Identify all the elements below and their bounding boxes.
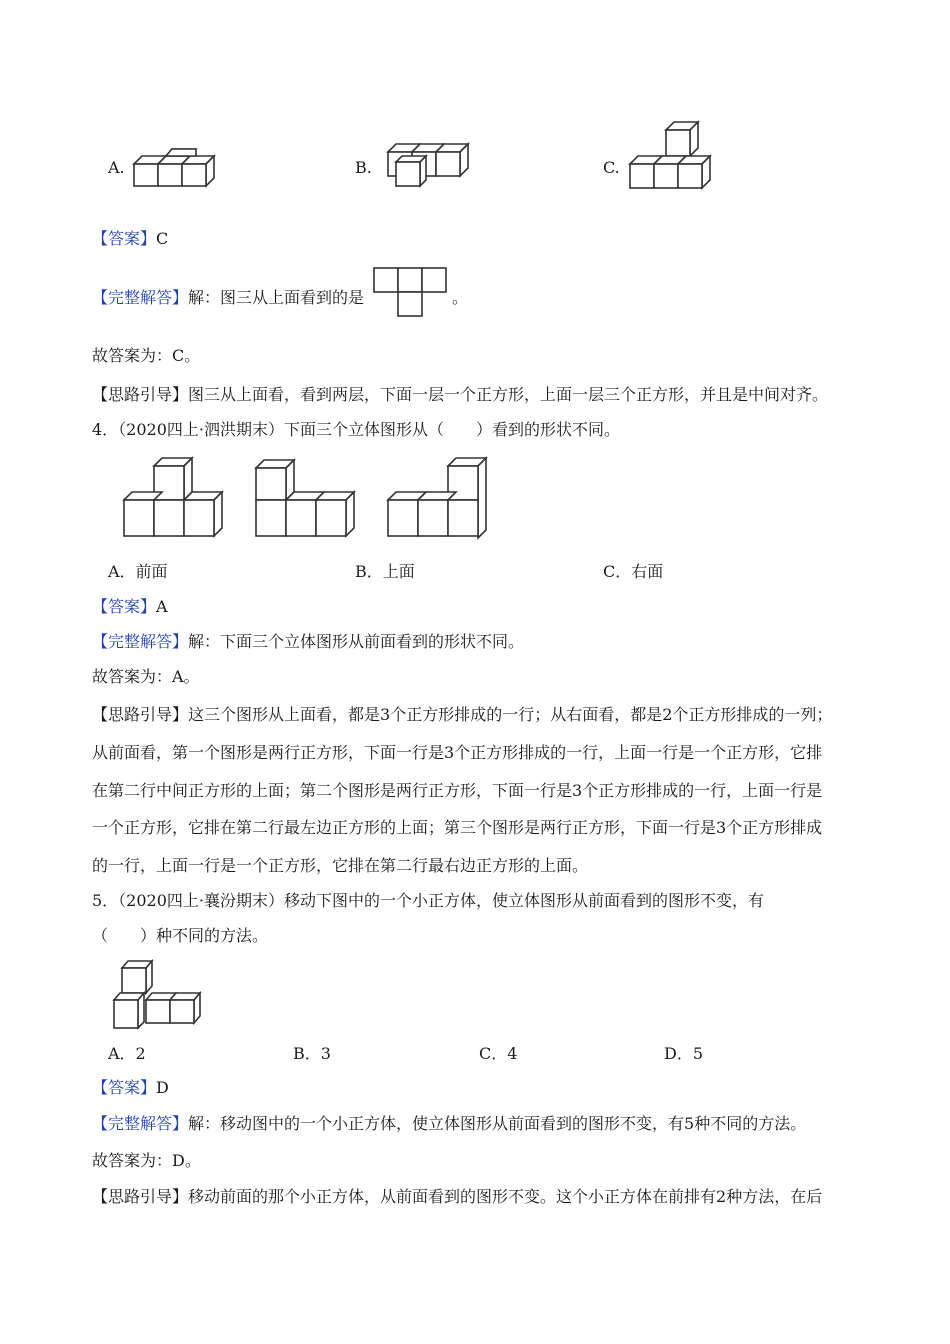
q3-solution-line xyxy=(92,288,364,308)
q3-option-a-label: A. xyxy=(108,158,125,177)
q4-figure-2 xyxy=(256,460,354,536)
q4-hint-line-1 xyxy=(92,705,832,725)
answer-value: A xyxy=(156,597,168,616)
q3-option-b-label: B. xyxy=(355,158,372,177)
solution-text: 解：下面三个立体图形从前面看到的形状不同。 xyxy=(188,632,525,651)
q4-answer-line xyxy=(92,597,168,617)
q4-figure-1 xyxy=(124,458,222,536)
solution-tag: 【完整解答】 xyxy=(92,632,189,651)
hint-text: 图三从上面看，看到两层，下面一层一个正方形，上面一层三个正方形，并且是中间对齐。 xyxy=(188,385,829,404)
hint-tag: 【思路引导】 xyxy=(92,1187,189,1206)
q3-hint-line xyxy=(92,385,828,405)
q4-figure-3 xyxy=(388,458,486,538)
q5-hint-line xyxy=(92,1187,822,1207)
q5-option-b: B．3 xyxy=(293,1044,331,1063)
q3-answer-line xyxy=(92,229,168,249)
q5-answer-line xyxy=(92,1078,169,1098)
q4-hint-line-4: 一个正方形，它排在第二行最左边正方形的上面；第三个图形是两行正方形，下面一行是3个正方形排成 xyxy=(92,818,823,837)
q4-option-a: A．前面 xyxy=(108,562,168,581)
answer-value: C xyxy=(156,229,169,248)
q3-option-c-label: C. xyxy=(603,158,620,177)
solution-tag: 【完整解答】 xyxy=(92,288,189,307)
q3-option-b-figure xyxy=(380,140,472,190)
hint-tag: 【思路引导】 xyxy=(92,705,189,724)
hint-text: 这三个图形从上面看，都是3个正方形排成的一行；从右面看，都是2个正方形排成的一列； xyxy=(188,705,833,724)
q3-solution-end: 。 xyxy=(452,288,469,307)
solution-text: 解：图三从上面看到的是 xyxy=(188,288,365,307)
q3-option-a-figure xyxy=(130,144,216,190)
answer-tag: 【答案】 xyxy=(92,229,157,248)
q3-option-c-figure xyxy=(624,118,720,192)
q5-figure xyxy=(108,958,208,1032)
q5-option-a: A．2 xyxy=(108,1044,146,1063)
hint-tag: 【思路引导】 xyxy=(92,385,189,404)
answer-value: D xyxy=(156,1078,169,1097)
q4-figures xyxy=(118,452,508,544)
answer-tag: 【答案】 xyxy=(92,597,157,616)
q4-option-b: B．上面 xyxy=(355,562,415,581)
q5-option-c: C．4 xyxy=(479,1044,518,1063)
solution-text: 解：移动图中的一个小正方体，使立体图形从前面看到的图形不变，有5种不同的方法。 xyxy=(188,1114,807,1133)
q5-conclusion: 故答案为：D。 xyxy=(92,1151,201,1170)
q4-option-c: C．右面 xyxy=(603,562,664,581)
solution-tag: 【完整解答】 xyxy=(92,1114,189,1133)
q4-question: 4．（2020四上·泗洪期末）下面三个立体图形从（ ）看到的形状不同。 xyxy=(92,420,620,439)
answer-tag: 【答案】 xyxy=(92,1078,157,1097)
q4-hint-line-5: 的一行，上面一行是一个正方形，它排在第二行最右边正方形的上面。 xyxy=(92,856,589,875)
hint-text: 移动前面的那个小正方体，从前面看到的图形不变。这个小正方体在前排有2种方法，在后 xyxy=(188,1187,823,1206)
q3-top-view-figure xyxy=(372,266,448,318)
q4-conclusion: 故答案为：A。 xyxy=(92,667,200,686)
q5-option-d: D．5 xyxy=(664,1044,704,1063)
q5-solution-line xyxy=(92,1114,806,1134)
q4-solution-line xyxy=(92,632,524,652)
q4-hint-line-2: 从前面看，第一个图形是两行正方形，下面一行是3个正方形排成的一行，上面一行是一个正方形，它排 xyxy=(92,743,823,762)
q5-question-line-2: （ ）种不同的方法。 xyxy=(92,926,269,945)
q4-hint-line-3: 在第二行中间正方形的上面；第二个图形是两行正方形，下面一行是3个正方形排成的一行，上面一行是 xyxy=(92,781,823,800)
cube-row xyxy=(134,149,214,186)
q5-question-line-1: 5．（2020四上·襄汾期末）移动下图中的一个小正方体，使立体图形从前面看到的图形不变，有 xyxy=(92,891,764,910)
q3-conclusion: 故答案为：C。 xyxy=(92,346,201,365)
